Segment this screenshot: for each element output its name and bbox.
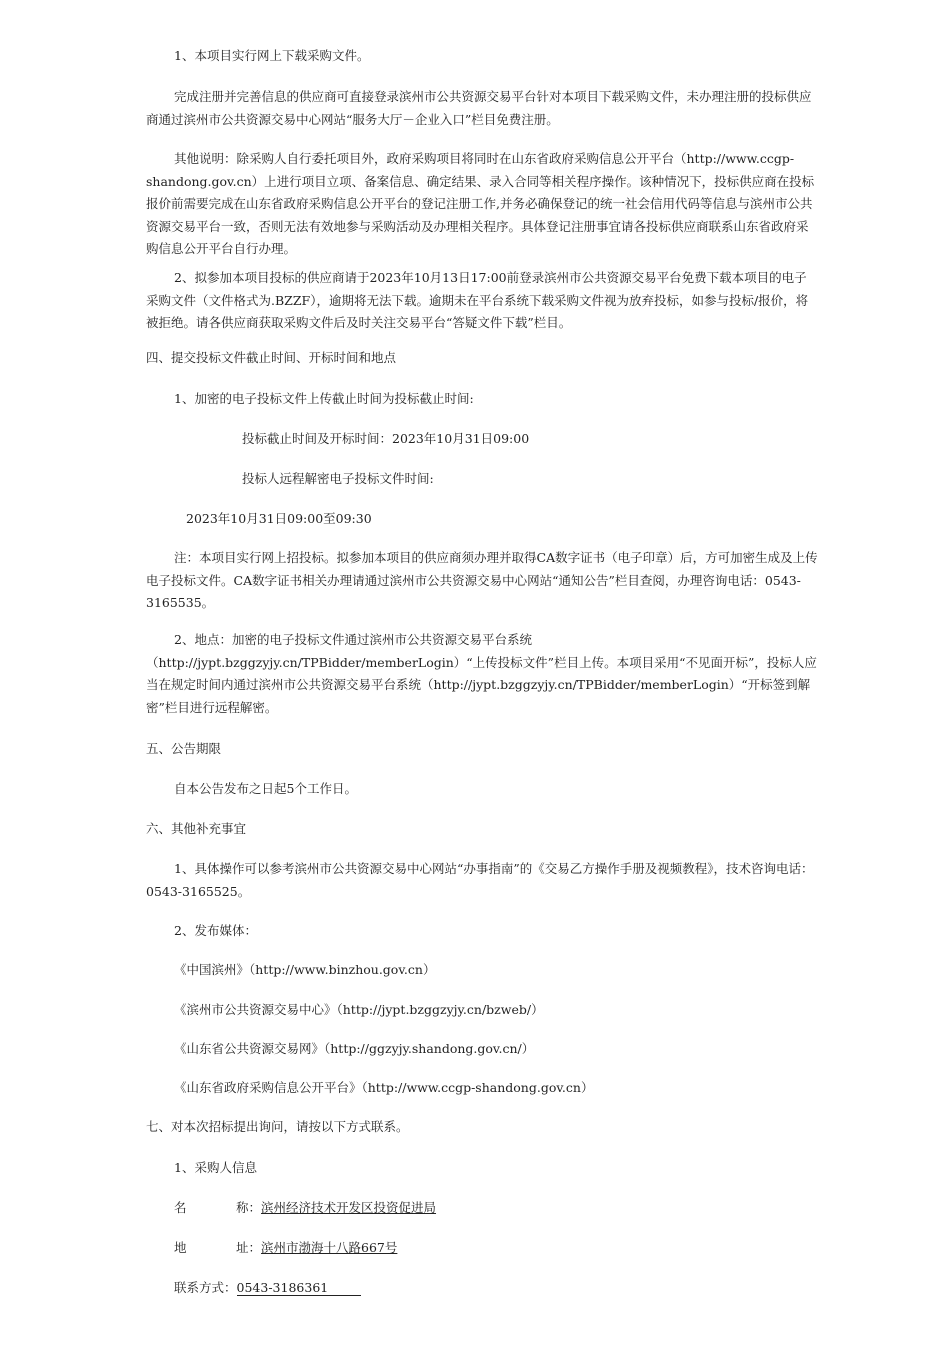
purchaser-contact-row: [174, 1277, 361, 1300]
address-label-second-char: 址：: [236, 1240, 262, 1255]
paragraph-download-deadline: 2、拟参加本项目投标的供应商请于2023年10月13日17:00前登录滨州市公共资源交易平台免费下载本项目的电子采购文件（文件格式为.BZZF），逾期将无法下载。逾期未在平台系统下载采购文件视为放弃投标，如参与投标/报价，将被拒绝。请各供应商获取采购文件后及时关注交易平台“答疑文件下载”栏目。: [146, 270, 809, 330]
paragraph-notice-period: 自本公告发布之日起5个工作日。: [174, 781, 357, 796]
name-label-first-char: 名: [174, 1200, 187, 1215]
paragraph-location: 2、地点：加密的电子投标文件通过滨州市公共资源交易平台系统（http://jypt.bzggzyjy.cn/TPBidder/memberLogin）“上传投标文件”栏目上传。本项目采用“不见面开标”，投标人应当在规定时间内通过滨州市公共资源交易平台系统（http://jypt.bzggzyjy.cn/TPBidder/memberLogin）“开标签到解密”栏目进行远程解密。: [146, 632, 817, 715]
name-label-second-char: 称：: [236, 1200, 262, 1215]
section-heading-4: 四、提交投标文件截止时间、开标时间和地点: [146, 350, 397, 365]
paragraph-media-label: 2、发布媒体：: [174, 923, 257, 938]
paragraph-ca-note: 注：本项目实行网上招投标。拟参加本项目的供应商须办理并取得CA数字证书（电子印章）后，方可加密生成及上传电子投标文件。CA数字证书相关办理请通过滨州市公共资源交易中心网站“通知公告”栏目查阅，办理咨询电话：0543-3165535。: [146, 550, 818, 610]
paragraph-upload-deadline: 1、加密的电子投标文件上传截止时间为投标截止时间:: [174, 391, 474, 406]
address-label-first-char: 地: [174, 1240, 187, 1255]
purchaser-name-value: 滨州经济技术开发区投资促进局: [261, 1200, 437, 1215]
paragraph-bid-open-time: 投标截止时间及开标时间：2023年10月31日09:00: [242, 431, 530, 446]
purchaser-address-value: 滨州市渤海十八路667号: [261, 1240, 398, 1255]
media-item-shandong-trade: 《山东省公共资源交易网》（http://ggzyjy.shandong.gov.cn/）: [174, 1041, 535, 1056]
contact-phone-value: 0543-3186361: [237, 1280, 361, 1296]
section-heading-7: 七、对本次招标提出询问，请按以下方式联系。: [146, 1119, 409, 1134]
purchaser-name-row: [174, 1197, 436, 1220]
paragraph-registration: 完成注册并完善信息的供应商可直接登录滨州市公共资源交易平台针对本项目下载采购文件，未办理注册的投标供应商通过滨州市公共资源交易中心网站“服务大厅－企业入口”栏目免费注册。: [146, 89, 812, 127]
purchaser-address-row: [174, 1237, 397, 1260]
contact-label: 联系方式：: [174, 1280, 237, 1295]
paragraph-operation-guide: 1、具体操作可以参考滨州市公共资源交易中心网站“办事指南”的《交易乙方操作手册及视频教程》，技术咨询电话：0543-3165525。: [146, 861, 814, 899]
paragraph-download-online: 1、本项目实行网上下载采购文件。: [174, 48, 370, 63]
paragraph-purchaser-info: 1、采购人信息: [174, 1160, 257, 1175]
media-item-shandong-gov: 《山东省政府采购信息公开平台》（http://www.ccgp-shandong.gov.cn）: [174, 1080, 594, 1095]
paragraph-decrypt-time-label: 投标人远程解密电子投标文件时间:: [242, 471, 434, 486]
paragraph-other-notes: 其他说明：除采购人自行委托项目外，政府采购项目将同时在山东省政府采购信息公开平台（http://www.ccgp-shandong.gov.cn）上进行项目立项、备案信息、确定结果、录入合同等相关程序操作。该种情况下，投标供应商在投标报价前需要完成在山东省政府采购信息公开平台的登记注册工作,并务必确保登记的统一社会信用代码等信息与滨州市公共资源交易平台一致，否则无法有效地参与采购活动及办理相关程序。具体登记注册事宜请各投标供应商联系山东省政府采购信息公开平台自行办理。: [146, 151, 815, 256]
media-item-trade-center: 《滨州市公共资源交易中心》（http://jypt.bzggzyjy.cn/bzweb/）: [174, 1002, 544, 1017]
section-heading-5: 五、公告期限: [146, 741, 222, 756]
section-heading-6: 六、其他补充事宜: [146, 821, 247, 836]
media-item-binzhou: 《中国滨州》（http://www.binzhou.gov.cn）: [174, 962, 436, 977]
paragraph-decrypt-time: 2023年10月31日09:00至09:30: [186, 511, 372, 526]
